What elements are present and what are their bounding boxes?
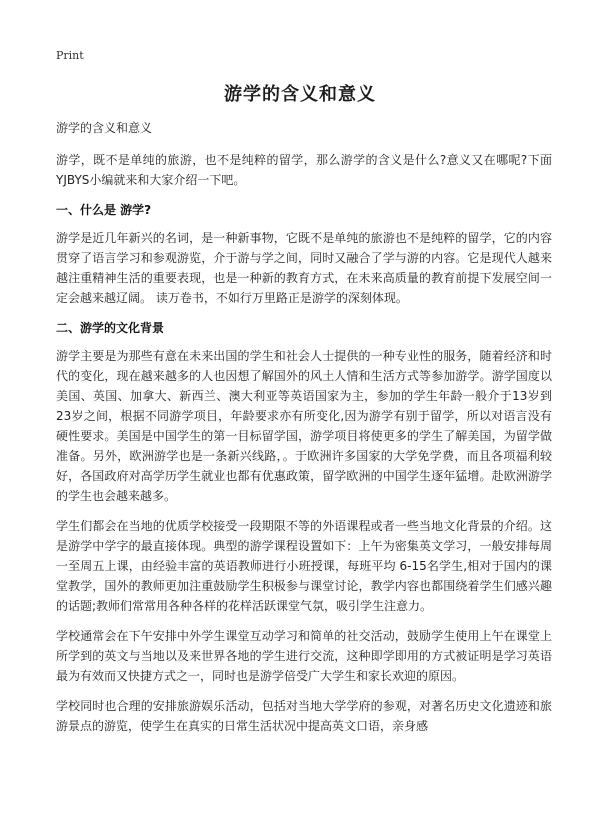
intro-paragraph: 游学，既不是单纯的旅游，也不是纯粹的留学，那么游学的含义是什么?意义又在哪呢?下面YJBYS小编就来和大家介绍一下吧。 <box>56 153 552 187</box>
section-cultural-background <box>56 318 552 736</box>
page-title: 游学的含义和意义 <box>224 84 376 105</box>
section-paragraph: 游学是近几年新兴的名词，是一种新事物，它既不是单纯的旅游也不是纯粹的留学，它的内容贯穿了语言学习和参观游览，介于游与学之间，同时又融合了学与游的内容。它是现代人越来越注重精神生活的重要表现，也是一种新的教育方式，在未来高质量的教育前提下发展空间一定会越来越辽阔。 读万卷书，不如行万里路正是游学的深刻体现。 <box>56 231 552 305</box>
section-heading: 二、游学的文化背景 <box>56 321 165 335</box>
section-heading: 一、什么是 游学? <box>56 203 152 217</box>
article-subtitle: 游学的含义和意义 <box>56 121 153 135</box>
article-body <box>56 118 552 746</box>
section-paragraph: 学校通常会在下午安排中外学生课堂互动学习和简单的社交活动，鼓励学生使用上午在课堂上所学到的英文与当地以及来世界各地的学生进行交流，这种即学即用的方式被证明是学习英语最为有效而又快捷方式之一，同时也是游学倍受广大学生和家长欢迎的原因。 <box>56 629 552 683</box>
section-paragraph: 学校同时也合理的安排旅游娱乐活动，包括对当地大学学府的参观，对著名历史文化遗迹和旅游景点的游览，使学生在真实的日常生活状况中提高英文口语，亲身感 <box>56 699 552 733</box>
section-paragraph: 游学主要是为那些有意在未来出国的学生和社会人士提供的一种专业性的服务，随着经济和时代的变化，现在越来越多的人也因想了解国外的风土人情和生活方式等参加游学。游学国度以美国、英国、加拿大、新西兰、澳大利亚等英语国家为主，参加的学生年龄一般介于13岁到23岁之间，根据不同游学项目，年龄要求亦有所变化,因为游学有别于留学，所以对语言没有硬性要求。美国是中国学生的第一目标留学国，游学项目将使更多的学生了解美国，为留学做准备。另外，欧洲游学也是一条新兴线路，。于欧洲许多国家的大学免学费，而且各项福利较好，各国政府对高学历学生就业也都有优惠政策，留学欧洲的中国学生逐年猛增。赴欧洲游学的学生也会越来越多。 <box>56 349 552 503</box>
section-what-is-study-tour <box>56 200 552 308</box>
section-paragraph: 学生们都会在当地的优质学校接受一段期限不等的外语课程或者一些当地文化背景的介绍。这是游学中学字的最直接体现。典型的游学课程设置如下：上午为密集英文学习，一般安排每周一至周五上课，由经验丰富的英语教师进行小班授课，每班平均 6-15名学生,相对于国内的课堂教学，国外的教师更加注重鼓励学生积极参与课堂讨论，教学内容也都围绕着学生们感兴趣的话题;教师们常常用各种各样的花样活跃课堂气氛，吸引学生注意力。 <box>56 519 552 613</box>
print-link[interactable]: Print <box>56 49 84 62</box>
